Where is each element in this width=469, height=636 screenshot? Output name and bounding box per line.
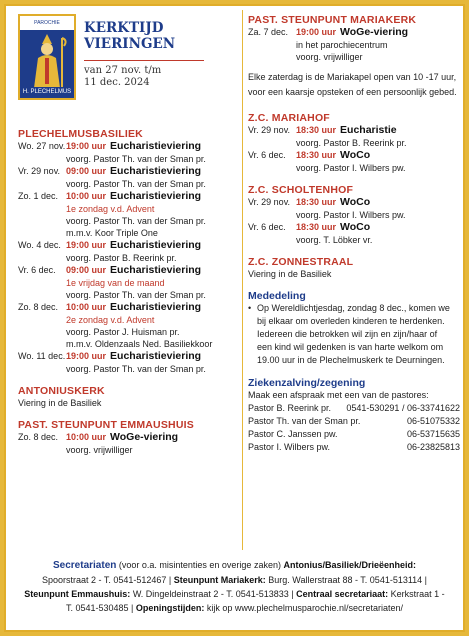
pastor-phone: 06-23825813 — [406, 442, 460, 452]
schedule-list — [248, 26, 460, 63]
entry-detail: voorg. vrijwilliger — [66, 445, 133, 455]
section-emmaus — [18, 419, 236, 456]
schedule-entry — [18, 264, 236, 277]
parish-logo — [18, 14, 76, 100]
entry-event: WoCo — [340, 149, 371, 161]
mariakapel-text-2: voor een kaarsje opsteken of een persoonlijk gebed. — [248, 87, 457, 97]
entry-event: Eucharistieviering — [110, 239, 202, 251]
entry-time: 10:00 uur — [66, 191, 107, 201]
logo-bottom-text: H. PLECHELMUS — [20, 87, 74, 98]
entry-date: Za. 7 dec. — [248, 27, 289, 37]
footer-heading-bold: Antonius/Basiliek/Drieëenheid: — [283, 560, 416, 570]
entry-event: WoGe-viering — [110, 431, 179, 443]
entry-date: Zo. 8 dec. — [18, 302, 59, 312]
section-mariakerk — [248, 14, 460, 98]
section-text: Viering in de Basiliek — [18, 398, 102, 408]
entry-detail: voorg. Pastor Th. van der Sman pr. — [66, 216, 206, 226]
section-heading: PLECHELMUSBASILIEK — [18, 128, 143, 140]
pastor-name: Pastor Th. van der Sman pr. — [248, 416, 361, 426]
entry-date: Vr. 6 dec. — [248, 222, 286, 232]
footer-heading: Secretariaten — [53, 560, 117, 571]
entry-detail: m.m.v. Koor Triple One — [66, 228, 158, 238]
footer-label: Centraal secretariaat: — [296, 589, 389, 599]
footer-heading-note: (voor o.a. misintenties en overige zaken) — [116, 560, 284, 570]
footer-label: Openingstijden: — [135, 603, 205, 613]
entry-time: 18:30 uur — [296, 150, 337, 160]
right-column — [248, 14, 460, 454]
section-heading: Z.C. SCHOLTENHOF — [248, 184, 354, 196]
entry-detail: in het parochiecentrum — [296, 40, 388, 50]
entry-event: WoCo — [340, 196, 371, 208]
schedule-entry — [18, 301, 236, 314]
footer-line-3 — [16, 601, 453, 615]
footer-text: Spoorstraat 2 - T. 0541-512467 | — [41, 575, 174, 585]
entry-time: 10:00 uur — [66, 302, 107, 312]
announcement-line: Iedereen die betrokken wil zijn en zijn/haar of — [257, 329, 438, 339]
footer-text: T. 0541-530485 | — [66, 603, 136, 613]
bulletin-frame — [4, 4, 465, 632]
announcement-line: een kind wil gedenken is van harte welkom om — [257, 342, 444, 352]
entry-note: 1e zondag v.d. Advent — [66, 204, 155, 214]
entry-event: WoCo — [340, 221, 371, 233]
section-scholtenhof — [248, 184, 460, 246]
pastor-phone: 06-53715635 — [406, 429, 460, 439]
section-heading: ANTONIUSKERK — [18, 385, 105, 397]
footer-text: Burg. Wallerstraat 88 - T. 0541-513114 | — [265, 575, 428, 585]
entry-detail: voorg. vrijwilliger — [296, 52, 363, 62]
entry-date: Wo. 4 dec. — [18, 240, 61, 250]
entry-event: WoGe-viering — [340, 26, 409, 38]
schedule-entry — [18, 431, 236, 444]
entry-date: Wo. 27 nov. — [18, 141, 66, 151]
entry-time: 19:00 uur — [66, 141, 107, 151]
entry-time: 19:00 uur — [66, 351, 107, 361]
section-heading: Mededeling — [248, 290, 306, 302]
section-mededeling — [248, 290, 460, 367]
schedule-entry — [18, 350, 236, 363]
entry-date: Vr. 29 nov. — [248, 197, 291, 207]
section-heading: Ziekenzalving/zegening — [248, 377, 366, 389]
entry-note: 2e zondag v.d. Advent — [66, 315, 155, 325]
section-heading: Z.C. MARIAHOF — [248, 112, 330, 124]
title-line-1: KERKTIJD — [84, 20, 164, 36]
pastor-row — [248, 441, 460, 454]
entry-time: 19:00 uur — [296, 27, 337, 37]
entry-time: 09:00 uur — [66, 166, 107, 176]
entry-date: Vr. 29 nov. — [18, 166, 61, 176]
footer-line-2 — [16, 587, 453, 601]
entry-time: 18:30 uur — [296, 222, 337, 232]
logo-top-text: PAROCHIE — [20, 16, 74, 30]
schedule-list — [18, 431, 236, 456]
pastor-phone: 06-51075332 — [406, 416, 460, 426]
header — [18, 14, 236, 114]
entry-detail: voorg. Pastor Th. van der Sman pr. — [66, 154, 206, 164]
section-zonnestraal — [248, 256, 460, 280]
section-heading: PAST. STEUNPUNT EMMAUSHUIS — [18, 419, 194, 431]
pastor-row — [248, 428, 460, 441]
section-text: Viering in de Basiliek — [248, 269, 332, 279]
entry-detail: voorg. Pastor Th. van der Sman pr. — [66, 179, 206, 189]
footer-line-1 — [16, 573, 453, 587]
announcement — [248, 302, 460, 367]
footer-line-0 — [16, 558, 453, 573]
left-column — [18, 14, 236, 456]
entry-detail: voorg. Pastor B. Reerink pr. — [296, 138, 407, 148]
entry-event: Eucharistieviering — [110, 301, 202, 313]
title-line-2: VIERINGEN — [84, 36, 176, 52]
schedule-entry — [248, 124, 460, 137]
announcement-line: • Op Wereldlichtjesdag, zondag 8 dec., komen we — [257, 303, 450, 313]
pastor-name: Pastor B. Reerink pr. — [248, 403, 332, 413]
entry-date: Vr. 6 dec. — [18, 265, 56, 275]
section-heading: Z.C. ZONNESTRAAL — [248, 256, 354, 268]
schedule-entry — [248, 196, 460, 209]
footer-text: W. Dingeldeinstraat 2 - T. 0541-513833 | — [130, 589, 297, 599]
entry-date: Wo. 11 dec. — [18, 351, 66, 361]
saint-figure-icon — [20, 30, 74, 90]
title-rule — [84, 60, 204, 61]
entry-time: 18:30 uur — [296, 125, 337, 135]
schedule-entry — [18, 239, 236, 252]
subtitle-line-1: van 27 nov. t/m — [84, 65, 162, 76]
entry-event: Eucharistie — [340, 124, 397, 136]
schedule-entry — [248, 149, 460, 162]
pastor-name: Pastor I. Wilbers pw. — [248, 442, 331, 452]
schedule-list — [248, 196, 460, 246]
entry-time: 19:00 uur — [66, 240, 107, 250]
pastor-phone: 0541-530291 / 06-33741622 — [346, 403, 460, 413]
announcement-line: bij elkaar om overleden kinderen te herdenken. — [257, 316, 445, 326]
entry-date: Vr. 29 nov. — [248, 125, 291, 135]
pastor-name: Pastor C. Janssen pw. — [248, 429, 338, 439]
section-mariahof — [248, 112, 460, 174]
schedule-list — [18, 140, 236, 375]
pastor-row — [248, 402, 460, 415]
section-plechelmus — [18, 128, 236, 375]
schedule-entry — [248, 26, 460, 39]
entry-event: Eucharistieviering — [110, 350, 202, 362]
entry-note: 1e vrijdag van de maand — [66, 278, 165, 288]
entry-time: 10:00 uur — [66, 432, 107, 442]
footer-text: Kerkstraat 1 - — [388, 589, 445, 599]
footer-website-link[interactable]: kijk op www.plechelmusparochie.nl/secretariaten/ — [204, 603, 403, 613]
schedule-entry — [248, 221, 460, 234]
entry-detail: voorg. Pastor B. Reerink pr. — [66, 253, 177, 263]
schedule-entry — [18, 165, 236, 178]
section-ziekenzalving — [248, 377, 460, 454]
entry-date: Vr. 6 dec. — [248, 150, 286, 160]
title-box — [84, 14, 204, 114]
announcement-line: 19.00 uur in de Plechelmuskerk te Deurningen. — [257, 355, 445, 365]
mariakapel-text-1: Elke zaterdag is de Mariakapel open van 10 -17 uur, — [248, 72, 457, 82]
entry-event: Eucharistieviering — [110, 264, 202, 276]
entry-time: 18:30 uur — [296, 197, 337, 207]
entry-event: Eucharistieviering — [110, 165, 202, 177]
entry-detail: voorg. Pastor J. Huisman pr. — [66, 327, 180, 337]
entry-detail: voorg. Pastor I. Wilbers pw. — [296, 210, 406, 220]
section-antonius — [18, 385, 236, 409]
entry-event: Eucharistieviering — [110, 190, 202, 202]
entry-detail: voorg. Pastor Th. van der Sman pr. — [66, 364, 206, 374]
entry-detail: m.m.v. Oldenzaals Ned. Basiliekkoor — [66, 339, 213, 349]
pastor-row — [248, 415, 460, 428]
entry-event: Eucharistieviering — [110, 140, 202, 152]
section-intro: Maak een afspraak met een van de pastores: — [248, 390, 429, 400]
entry-time: 09:00 uur — [66, 265, 107, 275]
entry-detail: voorg. Pastor I. Wilbers pw. — [296, 163, 406, 173]
footer-label: Steunpunt Mariakerk: — [173, 575, 266, 585]
entry-date: Zo. 8 dec. — [18, 432, 59, 442]
entry-date: Zo. 1 dec. — [18, 191, 59, 201]
schedule-entry — [18, 190, 236, 203]
column-divider — [242, 10, 243, 550]
schedule-list — [248, 124, 460, 174]
subtitle-line-2: 11 dec. 2024 — [84, 77, 150, 88]
entry-detail: voorg. Pastor Th. van der Sman pr. — [66, 290, 206, 300]
footer-secretariaten — [16, 558, 453, 615]
section-heading: PAST. STEUNPUNT MARIAKERK — [248, 14, 417, 26]
footer-label: Steunpunt Emmaushuis: — [24, 589, 131, 599]
entry-detail: voorg. T. Löbker vr. — [296, 235, 373, 245]
schedule-entry — [18, 140, 236, 153]
